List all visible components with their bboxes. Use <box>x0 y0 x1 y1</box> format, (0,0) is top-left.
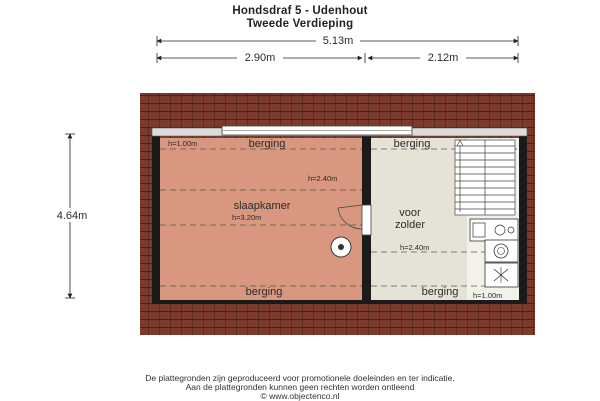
label-slaapkamer: slaapkamer <box>233 200 291 212</box>
label-voor: voor <box>399 207 421 219</box>
label-berging-top-right: berging <box>393 138 431 150</box>
vent-pipe <box>331 237 351 257</box>
plan-title-address: Hondsdraf 5 - Udenhout <box>232 5 368 17</box>
label-berging-bottom-left: berging <box>245 286 283 298</box>
staircase <box>455 140 515 215</box>
boiler-unit <box>470 219 518 241</box>
label-berging-top-left: berging <box>248 138 286 150</box>
dim-right-width: 2.12m <box>427 52 459 64</box>
footer-credit: © www.objectenco.nl <box>260 391 340 401</box>
plan-title-floor: Tweede Verdieping <box>246 18 354 30</box>
dim-height: 4.64m <box>56 210 88 222</box>
dim-left-width: 2.90m <box>244 52 276 64</box>
footer-rights: Aan de plattegronden kunnen geen rechten worden ontleend <box>185 382 415 392</box>
label-height-voorzolder: h=2.40m <box>400 243 430 252</box>
dim-total-width: 5.13m <box>322 35 354 47</box>
label-height-top-left: h=1.00m <box>168 139 198 148</box>
label-berging-bottom-right: berging <box>421 286 459 298</box>
label-height-slaapkamer-mid: h=2.40m <box>308 174 338 183</box>
label-height-bottom-right: h=1.00m <box>473 291 503 300</box>
dryer <box>485 263 518 287</box>
washing-machine <box>485 240 518 262</box>
label-zolder: zolder <box>395 219 425 231</box>
footer-disclaimer: De plattegronden zijn geproduceerd voor promotionele doeleinden en ter indicatie. <box>145 373 455 383</box>
label-height-slaapkamer-ridge: h=3.20m <box>232 213 262 222</box>
